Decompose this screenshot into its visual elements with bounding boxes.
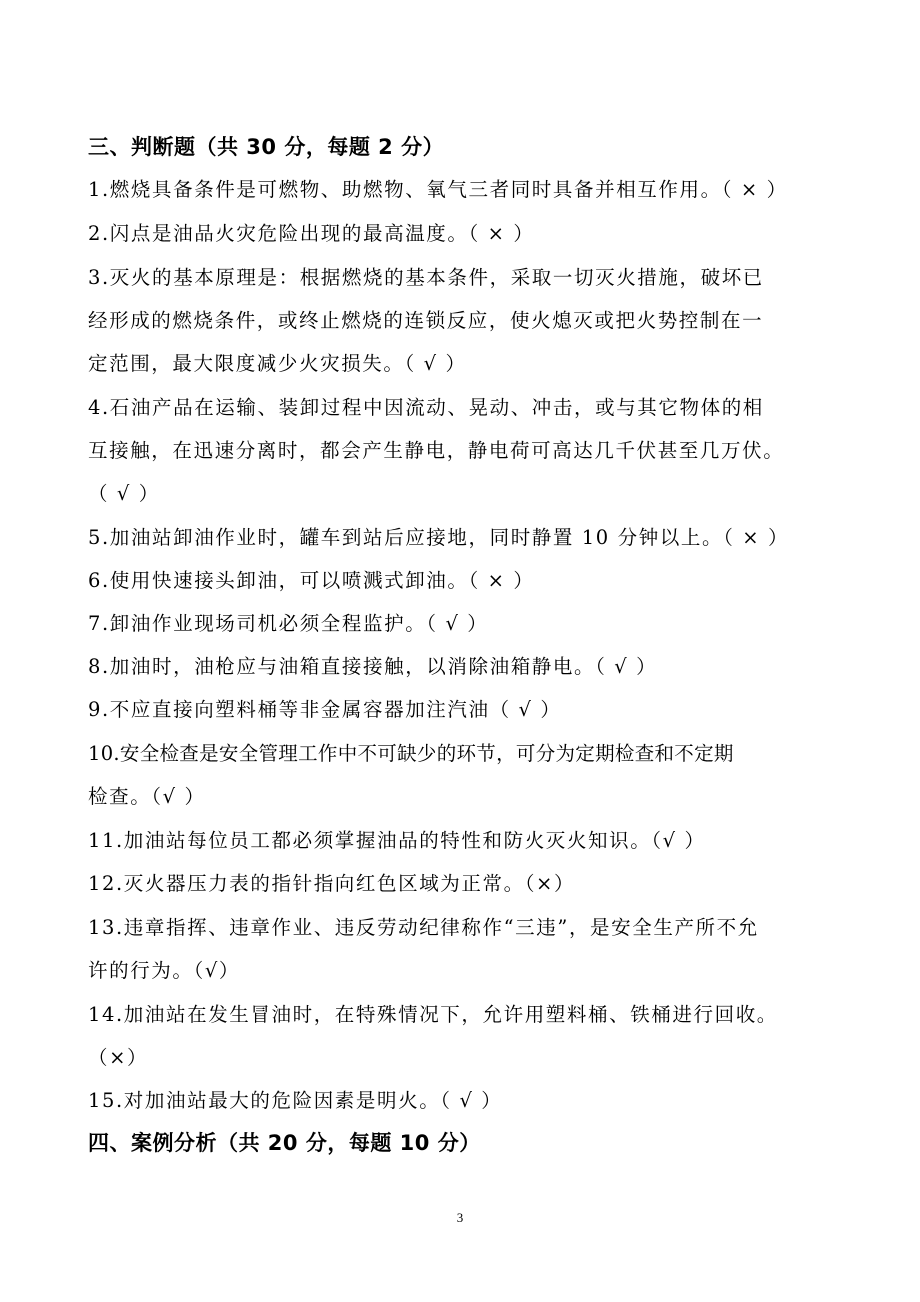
question-7: 7.卸油作业现场司机必须全程监护。（ √ ） [88, 612, 489, 635]
question-5: 5.加油站卸油作业时，罐车到站后应接地，同时静置 10 分钟以上。（ × ） [88, 526, 790, 549]
question-3-line-3: 定范围，最大限度减少火灾损失。（ √ ） [88, 352, 467, 375]
question-10-line-1: 10.安全检查是安全管理工作中不可缺少的环节，可分为定期检查和不定期 [88, 742, 734, 765]
question-14-line-1: 14.加油站在发生冒油时，在特殊情况下，允许用塑料桶、铁桶进行回收。 [88, 1003, 778, 1026]
question-12: 12.灭火器压力表的指针指向红色区域为正常。（×） [88, 872, 576, 895]
question-4-line-1: 4.石油产品在运输、装卸过程中因流动、晃动、冲击，或与其它物体的相 [88, 396, 764, 419]
page-number: 3 [456, 1210, 464, 1225]
question-14-line-2: （×） [88, 1046, 149, 1069]
question-2: 2.闪点是油品火灾危险出现的最高温度。（ × ） [88, 222, 535, 245]
question-6: 6.使用快速接头卸油，可以喷溅式卸油。（ × ） [88, 569, 535, 592]
question-15: 15.对加油站最大的危险因素是明火。（ √ ） [88, 1089, 503, 1112]
question-11: 11.加油站每位员工都必须掌握油品的特性和防火灭火知识。（√ ） [88, 829, 706, 852]
question-3-line-2: 经形成的燃烧条件，或终止燃烧的连锁反应，使火熄灭或把火势控制在一 [88, 309, 764, 332]
question-3-line-1: 3.灭火的基本原理是：根据燃烧的基本条件，采取一切灭火措施，破坏已 [88, 266, 764, 289]
question-13-line-2: 许的行为。（√） [88, 959, 240, 982]
question-4-line-3: （ √ ） [88, 482, 160, 505]
question-4-line-2: 互接触，在迅速分离时，都会产生静电，静电荷可高达几千伏甚至几万伏。 [88, 439, 785, 462]
question-1: 1.燃烧具备条件是可燃物、助燃物、氧气三者同时具备并相互作用。（ × ） [88, 178, 788, 201]
question-8: 8.加油时，油枪应与油箱直接接触，以消除油箱静电。（ √ ） [88, 655, 658, 678]
question-9: 9.不应直接向塑料桶等非金属容器加注汽油（ √ ） [88, 698, 562, 721]
section-heading-judgment: 三、判断题（共 30 分，每题 2 分） [88, 135, 445, 159]
question-10-line-2: 检查。（√ ） [88, 785, 206, 808]
section-heading-case-analysis: 四、案例分析（共 20 分，每题 10 分） [88, 1131, 481, 1155]
question-13-line-1: 13.违章指挥、违章作业、违反劳动纪律称作“三违”，是安全生产所不允 [88, 916, 759, 939]
